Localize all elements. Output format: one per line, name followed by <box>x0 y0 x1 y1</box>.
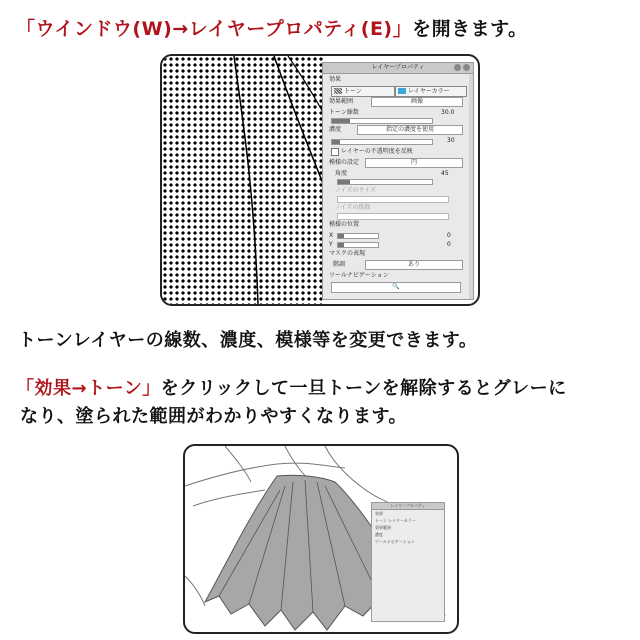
effect-range-row <box>323 96 473 107</box>
view-button-row <box>323 281 473 292</box>
mask-row <box>323 248 473 259</box>
instruction-line-4: なり、塗られた範囲がわかりやすくなります。 <box>20 406 408 427</box>
density-value: 指定の濃度を使用 <box>385 126 434 133</box>
density-slider-row <box>323 135 473 146</box>
mini-row-density: 濃度 <box>375 532 383 537</box>
tone-gradation-row <box>323 259 473 270</box>
mini-row-navigation: ツールナビゲーション <box>375 539 415 544</box>
effect-range-select[interactable] <box>371 97 463 107</box>
menu-path-text: 「ウインドウ(W)→レイヤープロパティ(E)」 <box>16 18 413 40</box>
mini-panel-title: レイヤープロパティ <box>372 503 444 510</box>
instruction-line-3 <box>16 374 640 400</box>
effect-label: 効果 <box>329 76 342 83</box>
tone-gradation-label: 階調 <box>333 261 346 268</box>
view-button[interactable] <box>331 282 461 293</box>
mask-label: マスクの表現 <box>329 250 366 257</box>
y-label: Y <box>329 241 333 248</box>
pattern-label: 模様の設定 <box>329 159 360 166</box>
click-release-text: をクリックして一旦トーンを解除するとグレーに <box>160 378 567 399</box>
tone-lines-row <box>323 107 473 118</box>
line-art <box>162 56 324 304</box>
noise-size-row <box>323 185 473 196</box>
panel-title <box>323 63 473 74</box>
density-label: 濃度 <box>329 126 342 133</box>
tone-gradation-value: あり <box>407 261 420 268</box>
effect-range-label: 効果範囲 <box>329 98 354 105</box>
x-label: X <box>329 232 334 239</box>
mini-layer-property-panel <box>371 502 445 622</box>
open-text: を開きます。 <box>412 18 528 40</box>
tone-swatch-icon <box>334 88 342 94</box>
pattern-pos-label: 模様の位置 <box>329 221 360 228</box>
effect-buttons-row <box>323 85 473 96</box>
effect-range-value: 画像 <box>410 98 423 105</box>
invert-opacity-row <box>323 146 473 157</box>
tone-lines-label: トーン線数 <box>329 109 359 116</box>
angle-label: 角度 <box>335 170 348 177</box>
y-row <box>323 239 473 248</box>
mini-row-range: 効果範囲 <box>375 525 391 530</box>
screenshot-gray-preview <box>183 444 459 634</box>
menu-icon[interactable] <box>454 64 461 71</box>
tone-button-label: トーン <box>344 88 362 95</box>
angle-value[interactable]: 45 <box>441 170 449 177</box>
pattern-row <box>323 157 473 168</box>
invert-opacity-checkbox[interactable] <box>331 148 339 156</box>
mini-row-effect: 効果 <box>375 511 383 516</box>
instruction-line-1 <box>16 14 640 41</box>
ruler-label: ツールナビゲーション <box>329 272 389 279</box>
density-select[interactable] <box>357 125 463 135</box>
instruction-line-2: トーンレイヤーの線数、濃度、模様等を変更できます。 <box>18 330 478 351</box>
layer-color-swatch-icon <box>398 88 406 94</box>
panel-title-text: レイヤープロパティ <box>371 64 425 71</box>
magnifier-icon: 🔍 <box>392 283 400 290</box>
close-icon[interactable] <box>463 64 470 71</box>
pattern-pos-row <box>323 219 473 230</box>
mini-row-buttons[interactable]: トーン レイヤーカラー <box>375 518 416 523</box>
density-num[interactable]: 30 <box>447 137 455 144</box>
effect-row <box>323 74 473 85</box>
x-row <box>323 230 473 239</box>
effect-tone-text: 「効果→トーン」 <box>16 378 161 399</box>
tone-lines-value[interactable]: 30.0 <box>441 109 455 116</box>
tone-gradation-select[interactable] <box>365 260 463 270</box>
x-value[interactable]: 0 <box>447 232 451 239</box>
y-value[interactable]: 0 <box>447 241 451 248</box>
screenshot-layer-property <box>160 54 480 306</box>
invert-opacity-label: レイヤーの不透明度を反映 <box>341 148 413 155</box>
pattern-select[interactable] <box>365 158 463 168</box>
layer-color-button-label: レイヤーカラー <box>408 88 450 95</box>
noise-factor-label: ノイズの係数 <box>335 204 371 211</box>
noise-factor-row <box>323 202 473 213</box>
ruler-row <box>323 270 473 281</box>
layer-property-panel <box>322 62 474 300</box>
noise-size-label: ノイズのサイズ <box>335 187 376 194</box>
pattern-value: 円 <box>410 159 417 166</box>
angle-row <box>323 168 473 179</box>
density-slider[interactable] <box>331 139 433 145</box>
density-row <box>323 124 473 135</box>
